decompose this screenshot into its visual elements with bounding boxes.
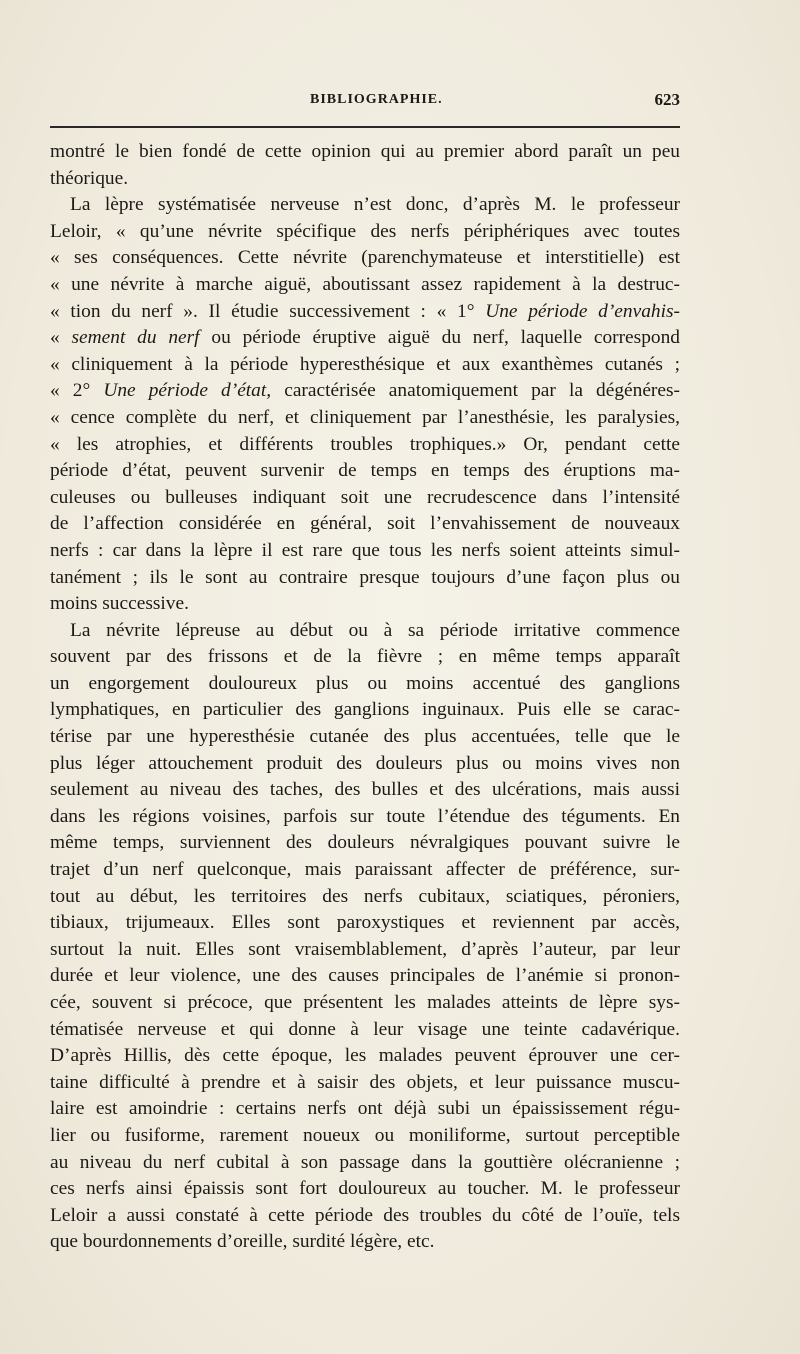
text-line: même temps, surviennent des douleurs névralgiques pouvant suivre le xyxy=(50,832,680,854)
text-line: « cence complète du nerf, et cliniquement par l’anesthésie, les paralysies, xyxy=(50,406,680,428)
text-line: lier ou fusiforme, rarement noueux ou moniliforme, surtout perceptible xyxy=(50,1124,680,1146)
text-line: Leloir a aussi constaté à cette période des troubles du côté de l’ouïe, tels xyxy=(50,1204,680,1226)
text-line: au niveau du nerf cubital à son passage dans la gouttière olécranienne ; xyxy=(50,1151,680,1173)
text-line: cée, souvent si précoce, que présentent les malades atteints de lèpre sys- xyxy=(50,992,680,1013)
text-line: moins successive. xyxy=(50,593,189,615)
text-line: « une névrite à marche aiguë, aboutissant assez rapidement à la destruc- xyxy=(50,273,680,295)
text-line: surtout la nuit. Elles sont vraisemblablement, d’après l’auteur, par leur xyxy=(50,938,680,960)
text-line: trajet d’un nerf quelconque, mais paraissant affecter de préférence, sur- xyxy=(50,859,680,881)
text-line: montré le bien fondé de cette opinion qui au premier abord paraît un peu xyxy=(50,141,680,162)
text-line: « ses conséquences. Cette névrite (parenchymateuse et interstitielle) est xyxy=(50,247,680,269)
text-line: « sement du nerf ou période éruptive aiguë du nerf, laquelle correspond xyxy=(50,327,680,349)
text-line: lymphatiques, en particulier des ganglions inguinaux. Puis elle se carac- xyxy=(50,699,680,721)
text-line: théorique. xyxy=(50,167,129,189)
text-line: ces nerfs ainsi épaissis sont fort douloureux au toucher. M. le professeur xyxy=(50,1178,680,1200)
text-line: « cliniquement à la période hyperesthésique et aux exanthèmes cutanés ; xyxy=(50,353,680,375)
text-line: un engorgement douloureux plus ou moins accentué des ganglions xyxy=(50,672,680,694)
text-line: plus léger attouchement produit des douleurs plus ou moins vives non xyxy=(50,752,680,774)
text-line: tanément ; ils le sont au contraire presque toujours d’une façon plus ou xyxy=(50,566,680,588)
text-line: culeuses ou bulleuses indiquant soit une recrudescence dans l’intensité xyxy=(50,486,680,508)
text-line: taine difficulté à prendre et à saisir des objets, et leur puissance muscu- xyxy=(50,1071,680,1093)
text-line: laire est amoindrie : certains nerfs ont déjà subi un épaississement régu- xyxy=(50,1098,680,1120)
text-line: nerfs : car dans la lèpre il est rare que tous les nerfs soient atteints simul- xyxy=(50,539,680,561)
text-line: que bourdonnements d’oreille, surdité légère, etc. xyxy=(50,1231,435,1253)
text-line: La névrite lépreuse au début ou à sa période irritative commence xyxy=(70,619,680,641)
text-line: durée et leur violence, une des causes principales de l’anémie si pronon- xyxy=(50,965,680,987)
header-rule xyxy=(50,126,680,128)
running-head xyxy=(50,92,680,116)
text-line: « tion du nerf ». Il étudie successivement : « 1° Une période d’envahis- xyxy=(50,300,680,322)
text-line: térise par une hyperesthésie cutanée des plus accentuées, telle que le xyxy=(50,726,680,748)
text-line: « les atrophies, et différents troubles trophiques.» Or, pendant cette xyxy=(50,433,680,455)
text-line: tibiaux, trijumeaux. Elles sont paroxystiques et reviennent par accès, xyxy=(50,912,680,934)
text-line: La lèpre systématisée nerveuse n’est donc, d’après M. le professeur xyxy=(70,194,680,216)
text-line: Leloir, « qu’une névrite spécifique des nerfs périphériques avec toutes xyxy=(50,220,680,242)
text-line: tout au début, les territoires des nerfs cubitaux, sciatiques, péroniers, xyxy=(50,885,680,907)
text-line: de l’affection considérée en général, soit l’envahissement de nouveaux xyxy=(50,513,680,535)
text-line: tématisée nerveuse et qui donne à leur visage une teinte cadavérique. xyxy=(50,1018,680,1040)
text-line: « 2° Une période d’état, caractérisée anatomiquement par la dégénéres- xyxy=(50,380,680,402)
page-number: 623 xyxy=(654,90,680,109)
text-line: D’après Hillis, dès cette époque, les malades peuvent éprouver une cer- xyxy=(50,1045,680,1067)
text-line: dans les régions voisines, parfois sur toute l’étendue des téguments. En xyxy=(50,805,680,827)
text-line: seulement au niveau des taches, des bulles et des ulcérations, mais aussi xyxy=(50,779,680,801)
text-line: période d’état, peuvent survenir de temps en temps des éruptions ma- xyxy=(50,460,680,482)
text-line: souvent par des frissons et de la fièvre ; en même temps apparaît xyxy=(50,646,680,668)
running-title: BIBLIOGRAPHIE. xyxy=(310,92,443,107)
body-text xyxy=(50,139,680,1256)
